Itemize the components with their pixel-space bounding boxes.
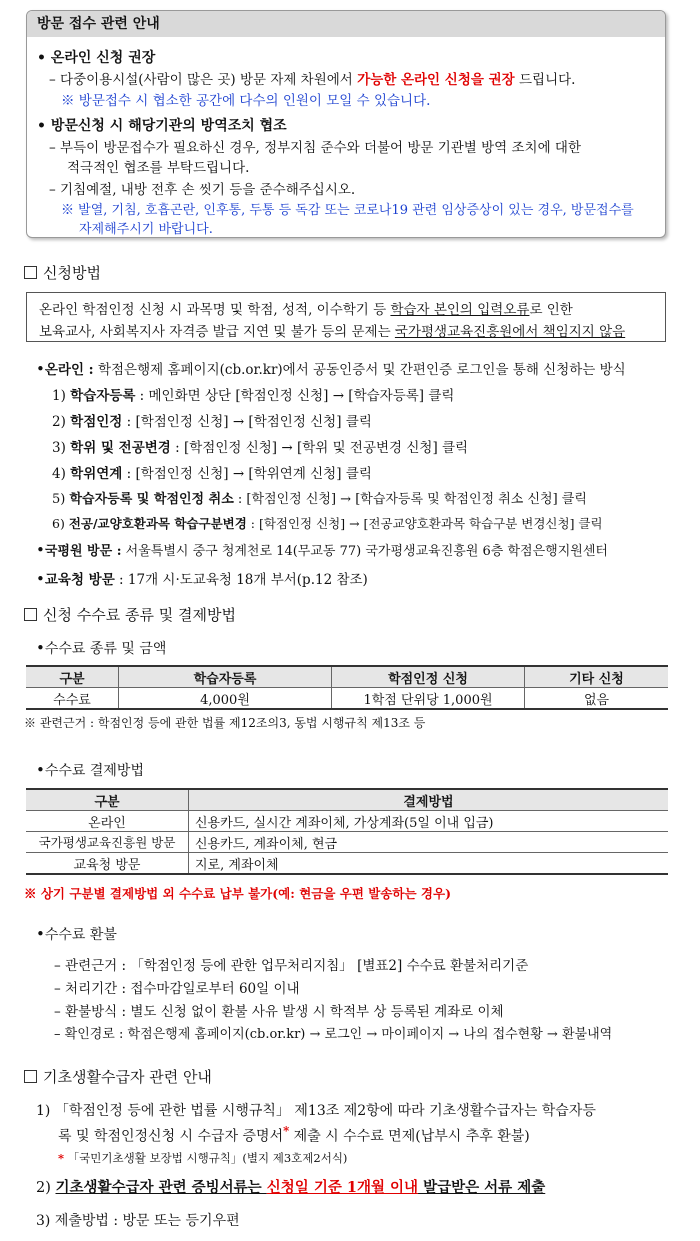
step-1 <box>52 384 454 404</box>
step-text: : [학점인정 신청] → [전공교양호환과목 학습구분 변경신청] 클릭 <box>246 516 603 531</box>
bullet-dot-icon: • <box>36 541 45 559</box>
notice-s1-note: ※ 방문접수 시 협소한 공간에 다수의 인원이 모일 수 있습니다. <box>61 93 431 109</box>
fee-kinds-table <box>26 665 668 710</box>
footnote-star: * <box>58 1151 65 1165</box>
notice-s1-highlight: 가능한 온라인 신청을 권장 <box>357 72 515 88</box>
table-cell: 온라인 <box>26 811 189 832</box>
step-5 <box>52 488 587 507</box>
table-header: 결제방법 <box>189 789 669 811</box>
fee-kinds-title <box>36 638 166 658</box>
refund-item: – 확인경로 : 학점은행제 홈페이지(cb.or.kr) → 로그인 → 마이페이지 → 나의 접수현황 → 환불내역 <box>54 1027 613 1042</box>
notice-s2-line1: – 부득이 방문접수가 필요하신 경우, 정부지침 준수와 더불어 방문 기관별 방역 조치에 대한 <box>49 140 582 156</box>
table-cell: 4,000원 <box>119 688 332 710</box>
fee-basis: ※ 관련근거 : 학점인정 등에 관한 법률 제12조의3, 동법 시행규칙 제13조 등 <box>24 716 426 730</box>
bullet-dot-icon: • <box>36 925 45 943</box>
basic-line1b <box>58 1124 530 1146</box>
step-label: 학점인정 <box>70 414 123 430</box>
fee-pay-title <box>36 760 144 780</box>
basic-l2-text: 기초생활수급자 관련 증빙서류는 <box>55 1179 267 1196</box>
apply-visit-text: 서울특별시 중구 청계천로 14(무교동 77) 국가평생교육진흥원 6층 학점은행지원센터 <box>121 544 608 559</box>
apply-box-text-end: 로 인한 <box>529 302 573 318</box>
table-row <box>26 811 668 832</box>
step-num: 2) <box>52 414 66 430</box>
basic-l2-text-end: 발급받은 서류 제출 <box>418 1179 546 1196</box>
step-num: 3) <box>52 440 66 456</box>
bullet-dot-icon: • <box>36 570 45 588</box>
apply-online <box>36 358 626 378</box>
checkbox-square-icon <box>24 1070 37 1083</box>
step-text: : [학점인정 신청] → [학점인정 신청] 클릭 <box>122 414 372 430</box>
step-6 <box>52 514 603 532</box>
table-row <box>26 832 668 853</box>
step-4 <box>52 462 372 482</box>
section-fee-title: 신청 수수료 종류 및 결제방법 <box>43 606 236 624</box>
basic-l2-highlight: 신청일 기준 1개월 이내 <box>266 1179 419 1196</box>
basic-l2-num: 2) <box>36 1180 56 1196</box>
notice-s1-text: – 다중이용시설(사람이 많은 곳) 방문 자제 차원에서 <box>49 72 358 88</box>
table-header: 구분 <box>26 666 119 688</box>
apply-box-underline2: 국가평생교육진흥원에서 책임지지 않음 <box>394 324 626 340</box>
step-label: 전공/교양호환과목 학습구분변경 <box>68 516 247 531</box>
notice-s1-head: • 온라인 신청 권장 <box>37 50 156 66</box>
step-text: : [학점인정 신청] → [학습자등록 및 학점인정 취소 신청] 클릭 <box>233 492 587 507</box>
fee-refund-label: 수수료 환불 <box>44 927 117 943</box>
apply-box-text: 온라인 학점인정 신청 시 과목명 및 학점, 성적, 이수학기 등 <box>39 302 391 318</box>
step-num: 5) <box>52 492 66 507</box>
step-2 <box>52 410 372 430</box>
notice-s2-head: • 방문신청 시 해당기관의 방역조치 협조 <box>37 118 287 134</box>
apply-edu-text: : 17개 시·도교육청 18개 부서(p.12 참조) <box>114 572 368 588</box>
notice-s1-text-end: 드립니다. <box>514 72 576 88</box>
basic-text-end: 제출 시 수수료 면제(납부시 추후 환불) <box>289 1128 530 1145</box>
step-3 <box>52 436 468 456</box>
fee-refund-title <box>36 924 117 944</box>
apply-edu-label: 교육청 방문 <box>44 572 115 588</box>
basic-note-text: 「국민기초생활 보장법 시행규칙」(별지 제3호제2서식) <box>64 1151 348 1165</box>
table-header: 구분 <box>26 789 189 811</box>
step-num: 1) <box>52 388 66 404</box>
table-cell: 수수료 <box>26 688 119 710</box>
table-row <box>26 853 668 875</box>
step-label: 학위연계 <box>70 466 123 482</box>
fee-kinds-label: 수수료 종류 및 금액 <box>44 641 167 657</box>
fee-pay-table <box>26 788 668 875</box>
notice-s2-note-b: 자제해주시기 바랍니다. <box>79 222 213 237</box>
refund-item: – 관련근거 : 「학점인정 등에 관한 업무처리지침」 [별표2] 수수료 환불처리기준 <box>54 958 529 974</box>
table-cell: 없음 <box>525 688 669 710</box>
bullet-dot-icon: • <box>36 761 45 779</box>
refund-item: – 환불방식 : 별도 신청 없이 환불 사유 발생 시 학적부 상 등록된 계좌로 이체 <box>54 1004 504 1020</box>
apply-online-text: 학점은행제 홈페이지(cb.or.kr)에서 공동인증서 및 간편인증 로그인을 통해 신청하는 방식 <box>93 362 626 378</box>
section-apply-heading <box>24 262 101 283</box>
basic-note <box>58 1150 347 1166</box>
notice-s2-line2: – 기침예절, 내방 전후 손 씻기 등을 준수해주십시오. <box>49 182 356 198</box>
checkbox-square-icon <box>24 266 37 279</box>
table-cell: 신용카드, 실시간 계좌이체, 가상계좌(5일 이내 입금) <box>189 811 669 832</box>
step-label: 학습자등록 및 학점인정 취소 <box>69 492 234 507</box>
apply-warning-box <box>26 292 666 342</box>
notice-s1-line1 <box>49 68 575 88</box>
notice-s2-note: ※ 발열, 기침, 호흡곤란, 인후통, 두통 등 독감 또는 코로나19 관련 임상증상이 있는 경우, 방문접수를 <box>61 203 634 218</box>
section-basic-title: 기초생활수급자 관련 안내 <box>43 1068 212 1086</box>
section-fee-heading <box>24 604 236 625</box>
step-text: : 메인화면 상단 [학점인정 신청] → [학습자등록] 클릭 <box>135 388 455 404</box>
notice-title: 방문 접수 관련 안내 <box>27 11 665 37</box>
apply-box-line1 <box>39 298 573 318</box>
apply-box-line2 <box>39 320 625 340</box>
table-header: 기타 신청 <box>525 666 669 688</box>
notice-s2-line1b: 적극적인 협조를 부탁드립니다. <box>67 160 250 176</box>
notice-box <box>26 10 666 238</box>
step-text: : [학점인정 신청] → [학위연계 신청] 클릭 <box>122 466 372 482</box>
step-text: : [학점인정 신청] → [학위 및 전공변경 신청] 클릭 <box>170 440 469 456</box>
apply-box-underline1: 학습자 본인의 입력오류 <box>390 302 530 318</box>
bullet-dot-icon: • <box>36 639 45 657</box>
fee-pay-label: 수수료 결제방법 <box>44 763 144 779</box>
section-basic-heading <box>24 1066 212 1087</box>
table-cell: 지로, 계좌이체 <box>189 853 669 875</box>
basic-line2 <box>36 1176 545 1197</box>
basic-line3: 3) 제출방법 : 방문 또는 등기우편 <box>36 1213 240 1229</box>
checkbox-square-icon <box>24 608 37 621</box>
refund-item: – 처리기간 : 접수마감일로부터 60일 이내 <box>54 981 300 997</box>
table-cell: 1학점 단위당 1,000원 <box>332 688 525 710</box>
step-label: 학위 및 전공변경 <box>70 440 171 456</box>
step-num: 4) <box>52 466 66 482</box>
apply-box-text2: 보육교사, 사회복지사 자격증 발급 지연 및 불가 등의 문제는 <box>39 324 395 340</box>
section-apply-title: 신청방법 <box>43 264 101 282</box>
apply-online-label: 온라인 : <box>44 362 94 378</box>
apply-edu <box>36 568 368 588</box>
step-num: 6) <box>52 516 65 531</box>
fee-warning: ※ 상기 구분별 결제방법 외 수수료 납부 불가(예: 현금을 우편 발송하는 경우) <box>24 886 451 901</box>
basic-line1: 1) 「학점인정 등에 관한 법률 시행규칙」 제13조 제2항에 따라 기초생활수급자는 학습자등 <box>36 1103 596 1119</box>
table-cell: 국가평생교육진흥원 방문 <box>26 832 189 853</box>
table-header: 학점인정 신청 <box>332 666 525 688</box>
footnote-star: * <box>283 1124 290 1138</box>
basic-text: 록 및 학점인정신청 시 수급자 증명서 <box>58 1128 284 1145</box>
table-cell: 신용카드, 계좌이체, 현금 <box>189 832 669 853</box>
apply-visit-label: 국평원 방문 : <box>44 544 122 559</box>
apply-visit <box>36 540 608 559</box>
table-header: 학습자등록 <box>119 666 332 688</box>
bullet-dot-icon: • <box>36 360 45 378</box>
step-label: 학습자등록 <box>70 388 136 404</box>
table-cell: 교육청 방문 <box>26 853 189 875</box>
